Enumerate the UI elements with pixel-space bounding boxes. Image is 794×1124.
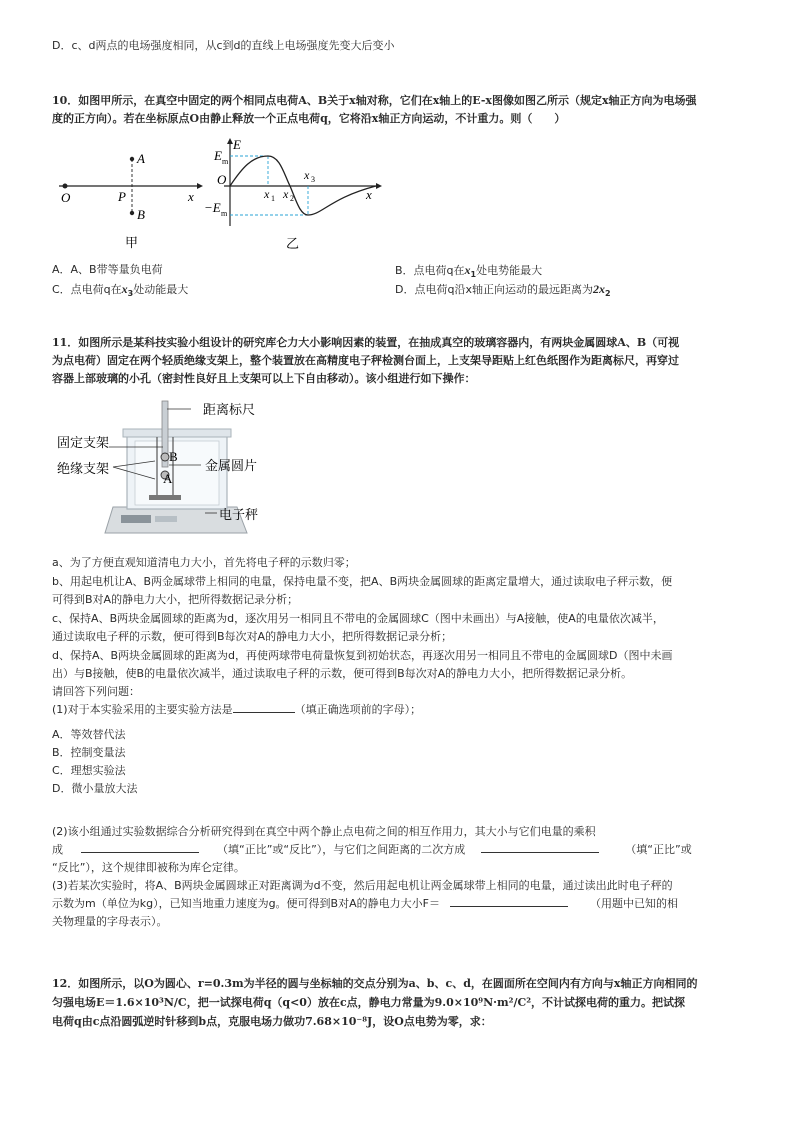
label-sphere-A: A (163, 471, 173, 486)
figure-yi (200, 138, 390, 256)
yi-label-x3-sub: 3 (311, 175, 315, 184)
q12-line1: 12．如图所示，以O为圆心、r=0.3m为半径的圆与坐标轴的交点分别为a、b、c、d，在圆面所在空间内有方向与x轴正方向相同的 (52, 977, 698, 990)
q11-sub2-line3: “反比”），这个规律即被称为库仑定律。 (52, 861, 245, 874)
apparatus-figure (55, 395, 285, 545)
q10-option-b-pre: B．点电荷q在 (395, 264, 465, 277)
q11-sub2-pre: 成 (52, 843, 63, 856)
q11-sub3-line2 (52, 896, 678, 912)
q11-step-c-line1: c、保持A、B两块金属圆球的距离为d，逐次用另一相同且不带电的金属圆球C（图中未画出）与A接触，使A的电量依次减半， (52, 612, 664, 625)
q10-option-c-pre: C．点电荷q在 (52, 283, 122, 296)
q10-stem-line2: 度的正方向）。若在坐标原点O由静止释放一个正点电荷q，它将沿x轴正方向运动，不计重力。则（ ） (52, 112, 566, 125)
q11-sub2-line1: (2)该小组通过实验数据综合分析研究得到在真空中两个静止点电荷之间的相互作用力，其大小与它们电量的乘积 (52, 825, 596, 838)
q10-option-b-sub: 1 (470, 270, 477, 280)
yi-label-x1-sub: 1 (271, 194, 275, 203)
q11-sub2-line2 (52, 842, 692, 858)
q11-stem-line3: 容器上部玻璃的小孔（密封性良好且上支架可以上下自由移动）。该小组进行如下操作： (52, 372, 476, 385)
q11-step-a: a、为了方便直观知道清电力大小，首先将电子秤的示数归零； (52, 556, 356, 569)
q11-sub2-blank1[interactable] (81, 852, 199, 853)
q11-sub1-post: （填正确选项前的字母）； (294, 703, 422, 716)
yi-label-negEm: −E (204, 200, 221, 215)
q11-sub3-blank[interactable] (450, 906, 568, 907)
q11-sub2-mid: （填“正比”或“反比”），与它们之间距离的二次方成 (217, 843, 466, 856)
prev-option-d: D．c、d两点的电场强度相同，从c到d的直线上电场强度先变大后变小 (52, 39, 395, 52)
q11-sub1-pre: (1)对于本实验采用的主要实验方法是 (52, 703, 233, 716)
jia-label-A: A (137, 151, 145, 166)
q11-step-b-line1: b、用起电机让A、B两金属球带上相同的电量，保持电量不变，把A、B两块金属圆球的距离定量增大，通过读取电子秤示数，便 (52, 575, 673, 588)
label-electronic-scale: 电子秤 (219, 508, 259, 523)
yi-label-E: E (233, 138, 241, 152)
q11-sub2-blank2[interactable] (481, 852, 599, 853)
q12-line2: 匀强电场E＝1.6×10³N/C，把一试探电荷q（q<0）放在c点，静电力常量为9.0×10⁹N·m²/C²，不计试探电荷的重力。把试探 (52, 996, 686, 1009)
jia-label-x: x (188, 189, 194, 204)
q10-option-d[interactable] (395, 281, 611, 302)
jia-caption: 甲 (125, 236, 139, 251)
yi-label-x3: x (304, 168, 310, 182)
q10-option-a[interactable]: A．A、B带等量负电荷 (52, 263, 163, 276)
yi-label-x1: x (264, 187, 270, 201)
yi-label-Em-sub: m (222, 157, 229, 166)
q11-sub1-blank[interactable] (233, 712, 295, 713)
q10-option-d-pre: D．点电荷q沿x轴正向运动的最远距离为 (395, 283, 593, 296)
q11-sub3-line3: 关物理量的字母表示）。 (52, 915, 168, 928)
label-fixed-support: 固定支架 (57, 436, 110, 451)
q10-option-c-var: x (121, 282, 128, 296)
yi-caption: 乙 (286, 237, 300, 252)
yi-label-x: x (366, 187, 372, 202)
q11-step-b-line2: 可得到B对A的静电力大小，把所得数据记录分析； (52, 593, 299, 606)
q10-option-b-post: 处电势能最大 (476, 264, 543, 277)
jia-label-B: B (137, 207, 145, 222)
q11-step-d-line1: d、保持A、B两块金属圆球的距离为d，再使两球带电荷量恢复到初始状态，再逐次用另一相同且不带电的金属圆球D（图中未画 (52, 649, 673, 662)
jia-label-O: O (61, 190, 71, 205)
yi-label-negEm-sub: m (221, 209, 228, 218)
q10-option-b-var: x (464, 263, 471, 277)
q11-answer-prompt: 请回答下列问题： (52, 685, 140, 698)
label-ruler: 距离标尺 (203, 403, 256, 418)
label-metal-disc: 金属圆片 (205, 459, 258, 474)
q10-option-d-sub: 2 (604, 289, 611, 299)
q10-option-b[interactable] (395, 262, 542, 283)
q11-sub3-pre: 示数为m（单位为kg），已知当地重力速度为g。便可得到B对A的静电力大小F＝ (52, 897, 440, 910)
q11-sub1 (52, 702, 421, 718)
q11-choice-a[interactable]: A．等效替代法 (52, 728, 126, 741)
jia-label-P: P (118, 189, 126, 204)
q10-stem-line1: 10．如图甲所示，在真空中固定的两个相同点电荷A、B关于x轴对称，它们在x轴上的E-x图像如图乙所示（规定x轴正方向为电场强 (52, 94, 697, 107)
q11-stem-line2: 为点电荷）固定在两个轻质绝缘支架上，整个装置放在高精度电子秤检测台面上，上支架导距贴上红色纸图作为距离标尺，再穿过 (52, 354, 679, 367)
q11-choice-b[interactable]: B．控制变量法 (52, 746, 126, 759)
yi-label-O: O (217, 172, 227, 187)
yi-label-x2-sub: 2 (290, 194, 294, 203)
q11-sub3-line1: (3)若某次实验时，将A、B两块金属圆球正对距离调为d不变，然后用起电机让两金属球带上相同的电量，通过读出此时电子秤的 (52, 879, 673, 892)
figure-jia (55, 145, 205, 255)
q11-step-c-line2: 通过读取电子秤的示数，便可得到B每次对A的静电力大小，把所得数据记录分析； (52, 630, 453, 643)
q11-choice-d[interactable]: D．微小量放大法 (52, 782, 138, 795)
q10-option-c-sub: 3 (127, 289, 134, 299)
q11-step-d-line2: 出）与B接触，使B的电量依次减半，通过读取电子秤的示数，便可得到B每次对A的静电力大小，把所得数据记录分析。 (52, 667, 633, 680)
q10-option-c[interactable] (52, 281, 188, 302)
label-insulating-support: 绝缘支架 (57, 462, 110, 477)
q12-line3: 电荷q由c点沿圆弧逆时针移到b点，克服电场力做功7.68×10⁻⁸J，设O点电势为零，求： (52, 1015, 492, 1028)
yi-label-Em: E (214, 148, 222, 163)
label-sphere-B: B (169, 449, 178, 464)
yi-label-x2: x (283, 187, 289, 201)
q10-option-d-var: 2x (592, 282, 605, 296)
q11-choice-c[interactable]: C．理想实验法 (52, 764, 126, 777)
q11-stem-line1: 11．如图所示是某科技实验小组设计的研究库仑力大小影响因素的装置，在抽成真空的玻璃容器内，有两块金属圆球A、B（可视 (52, 336, 680, 349)
q10-option-c-post: 处动能最大 (133, 283, 189, 296)
q11-sub2-post: （填“正比”或 (625, 843, 692, 856)
q11-sub3-post: （用题中已知的相 (589, 897, 678, 910)
